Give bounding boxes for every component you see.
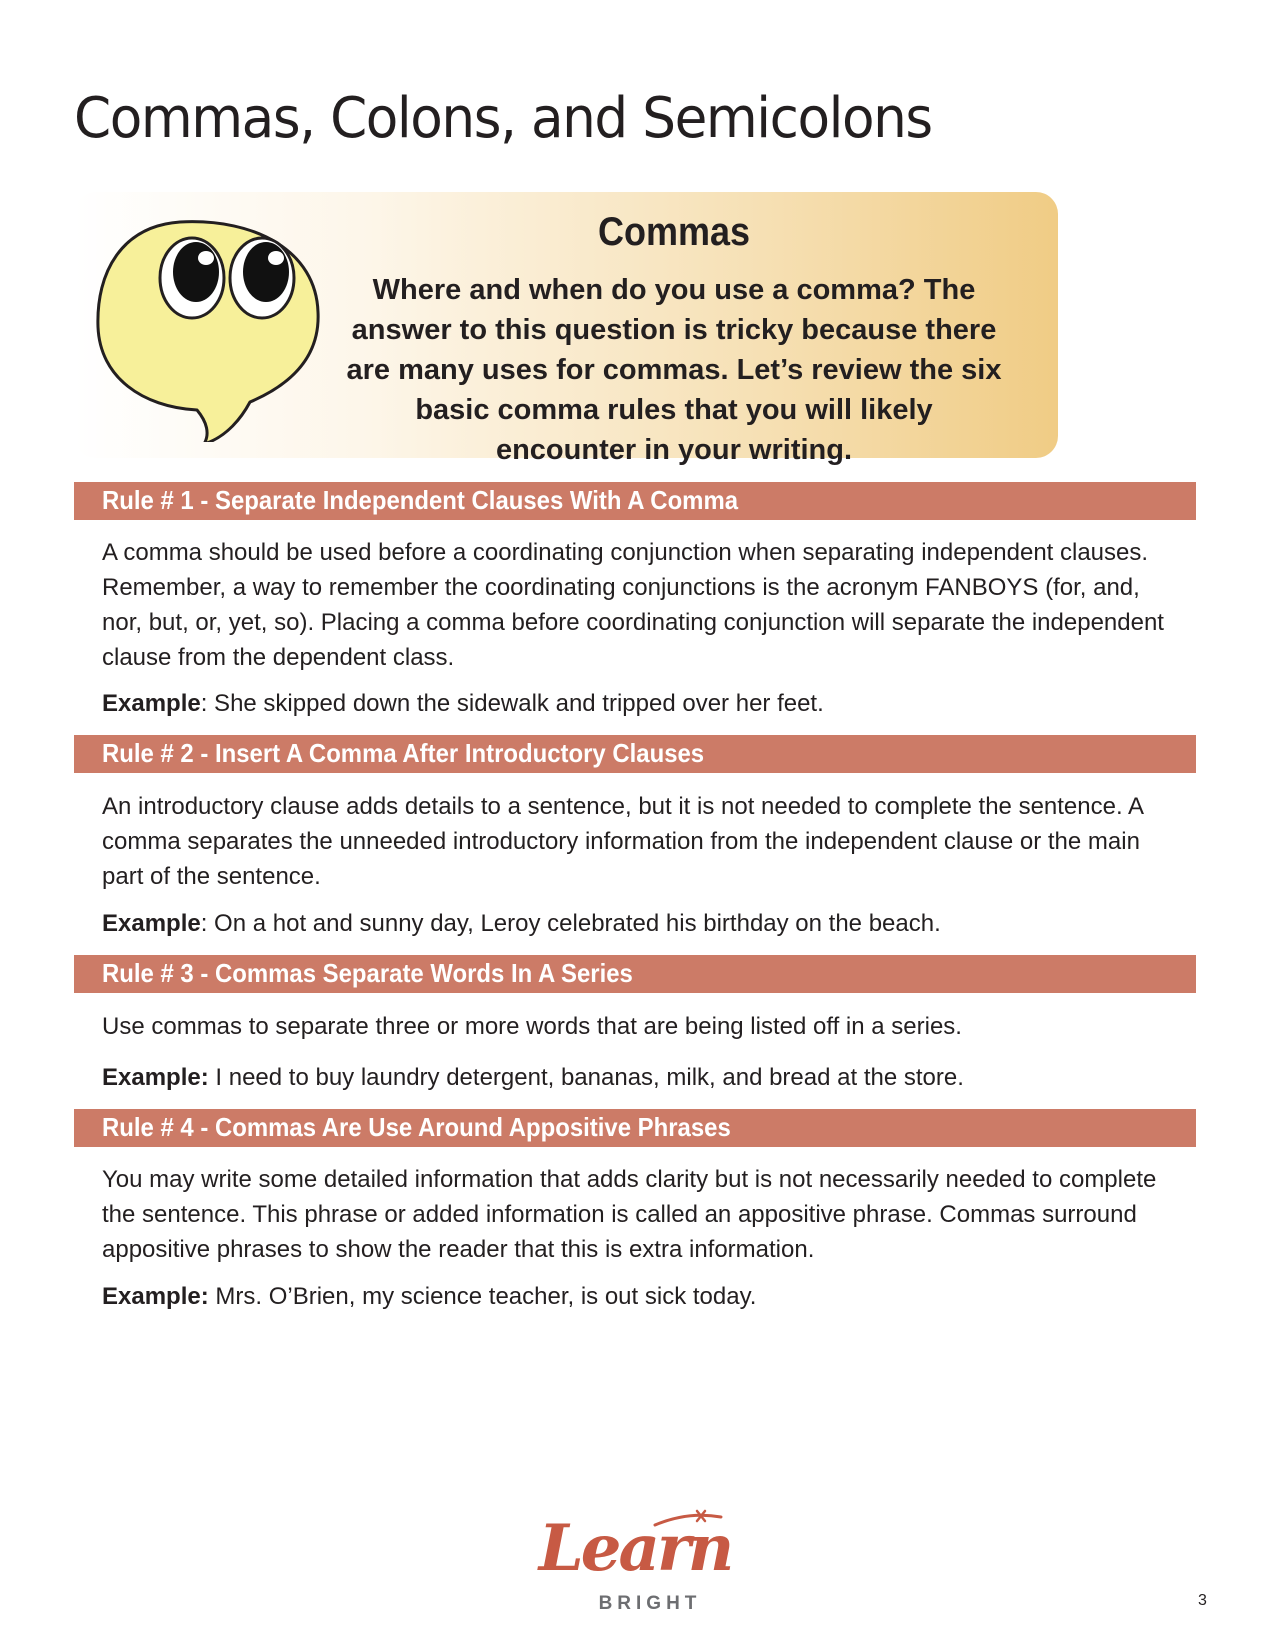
rule-3-example (102, 1060, 1182, 1095)
intro-text: Where and when do you use a comma? The answer to this question is tricky because there are many uses for commas. Let’s review the six basic comma rules that you will likely encounter in your writing. (346, 274, 1002, 466)
example-label: Example: (102, 1064, 209, 1091)
left-eye-icon (160, 238, 224, 318)
example-text: Mrs. O’Brien, my science teacher, is out sick today. (208, 1283, 757, 1310)
intro-heading: Commas (597, 210, 751, 254)
example-label: Example (102, 910, 201, 937)
rule-4-body: You may write some detailed information that adds clarity but is not necessarily needed to complete the sentence. This phrase or added information is called an appositive phrase. Commas surround appositive phrases to show the reader that this is extra information. (102, 1166, 1157, 1263)
rule-1-example (102, 686, 1182, 721)
rule-4-title: Rule # 4 - Commas Are Use Around Appositive Phrases (102, 1112, 731, 1142)
rule-3-header (74, 955, 1196, 993)
page-number: 3 (1198, 1592, 1207, 1609)
rule-2-title: Rule # 2 - Insert A Comma After Introductory Clauses (102, 738, 705, 768)
rule-1-header (74, 482, 1196, 520)
rule-2-header (74, 735, 1196, 773)
rule-4-header (74, 1109, 1196, 1147)
logo-subtitle: BRIGHT (598, 1593, 702, 1614)
rule-4-example (102, 1279, 1182, 1314)
example-text: I need to buy laundry detergent, bananas, milk, and bread at the store. (208, 1064, 964, 1091)
right-eye-icon (230, 238, 294, 318)
page-title: Commas, Colons, and Semicolons (74, 86, 932, 151)
intro-box (74, 192, 1058, 466)
logo-script: Learn (538, 1511, 732, 1586)
example-label: Example (102, 690, 201, 717)
rule-3-title: Rule # 3 - Commas Separate Words In A Series (102, 958, 633, 988)
rule-1-body: A comma should be used before a coordinating conjunction when separating independent clauses. Remember, a way to remember the coordinating conjunctions is the acronym FANBOYS (for, and, nor, but, or, yet, so). Placing a comma before coordinating conjunction will separate the independent clause from the dependent class. (102, 539, 1164, 671)
rule-2-body: An introductory clause adds details to a sentence, but it is not needed to complete the sentence. A comma separates the unneeded introductory information from the independent clause or the main part of the sentence. (102, 793, 1143, 890)
learn-bright-logo (535, 1511, 735, 1615)
example-label: Example: (102, 1283, 209, 1310)
example-text: : She skipped down the sidewalk and tripped over her feet. (200, 690, 824, 717)
speech-bubble-icon (92, 212, 324, 442)
rule-2-example (102, 906, 1182, 941)
rule-1-title: Rule # 1 - Separate Independent Clauses With A Comma (102, 485, 739, 515)
example-text: : On a hot and sunny day, Leroy celebrated his birthday on the beach. (200, 910, 941, 937)
rule-3-body: Use commas to separate three or more words that are being listed off in a series. (102, 1013, 962, 1040)
